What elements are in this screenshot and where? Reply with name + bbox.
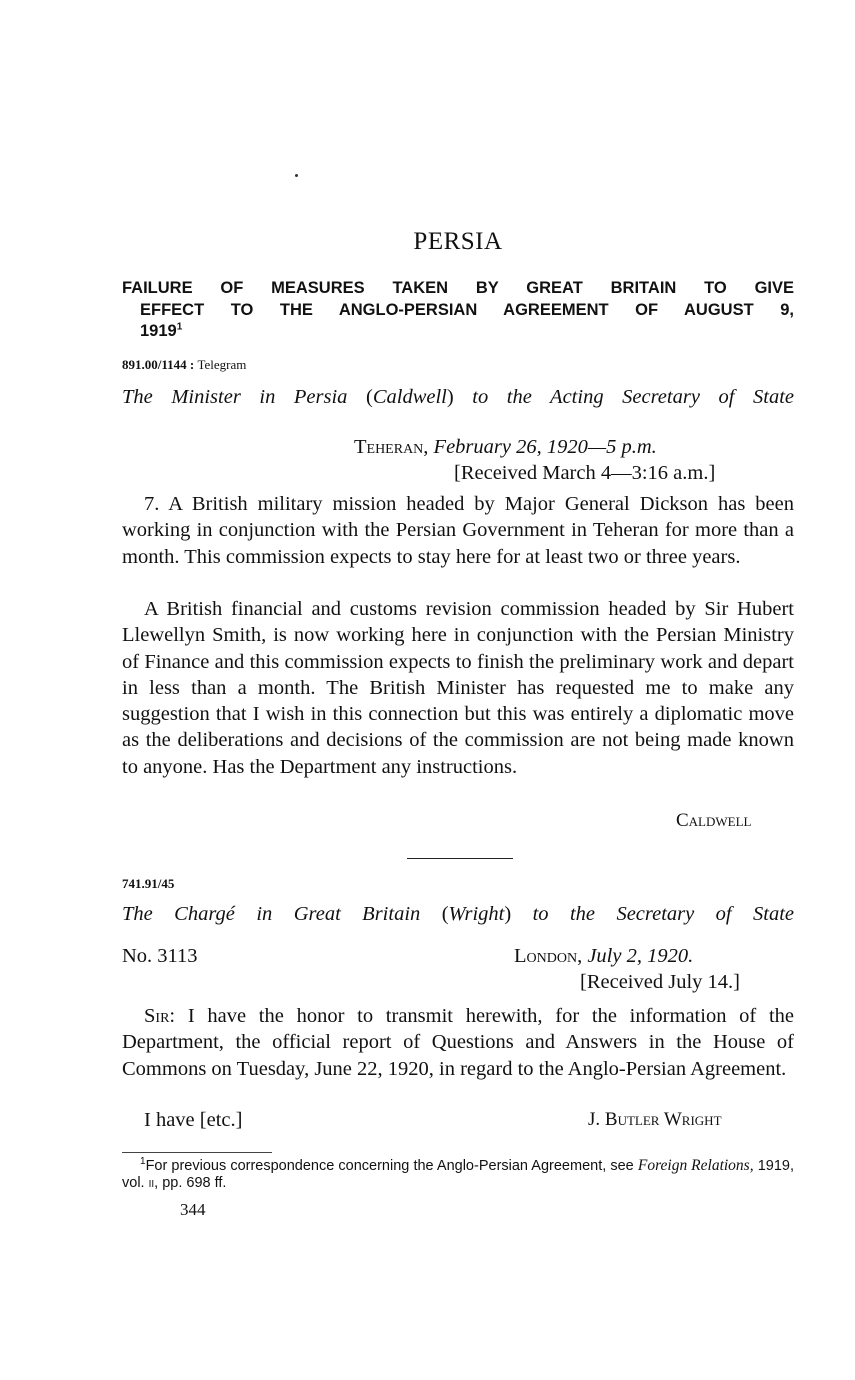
- doc1-heading: The Minister in Persia (Caldwell) to the Acting Secretary of State: [122, 386, 795, 408]
- section-heading-line-2: EFFECT TO THE ANGLO-PERSIAN AGREEMENT OF AUGUST 9,: [140, 300, 794, 319]
- doc2-paragraph-1: [122, 1003, 794, 1082]
- doc1-file-kind: Telegram: [197, 357, 247, 372]
- doc2-heading: The Chargé in Great Britain (Wright) to the Secretary of State: [122, 903, 795, 925]
- doc2-heading-pre: The Chargé in Great Britain: [122, 903, 421, 925]
- footnote-divider: [122, 1152, 272, 1153]
- section-heading-year: 1919: [140, 322, 177, 340]
- doc2-heading-post: to the Secretary of State: [532, 903, 795, 925]
- doc1-place: Teheran,: [354, 436, 429, 458]
- doc1-file-code: 891.00/1144 :: [122, 357, 195, 372]
- footnote-mark: 1: [140, 1156, 146, 1168]
- doc2-file-number: 741.91/45: [122, 876, 175, 891]
- doc2-signature: J. Butler Wright: [588, 1109, 722, 1130]
- page-title: PERSIA: [413, 228, 503, 255]
- footnote-source: Foreign Relations,: [637, 1157, 754, 1174]
- footnote-volume: ii: [148, 1175, 155, 1191]
- footnote: [122, 1157, 794, 1192]
- doc1-heading-post: to the Acting Secretary of State: [472, 386, 795, 408]
- doc2-received: [Received July 14.]: [580, 971, 740, 993]
- section-heading: [122, 278, 794, 343]
- doc1-signature: Caldwell: [676, 810, 752, 831]
- doc2-salutation: Sir:: [144, 1005, 176, 1027]
- doc1-file-number: [122, 357, 246, 373]
- page-number: 344: [180, 1200, 206, 1219]
- doc1-paragraph-1: [122, 491, 794, 570]
- doc1-heading-pre: The Minister in Persia: [122, 386, 348, 408]
- section-heading-line-3: [122, 321, 794, 343]
- section-heading-line-1: FAILURE OF MEASURES TAKEN BY GREAT BRITAIN TO GIVE: [122, 279, 794, 297]
- doc2-dateline: [514, 945, 693, 968]
- doc2-place: London,: [514, 945, 583, 967]
- doc1-heading-name: Caldwell: [372, 386, 447, 408]
- doc1-date: February 26, 1920—5 p.m.: [433, 436, 657, 458]
- footnote-text-post: 1919, vol.: [122, 1158, 795, 1191]
- doc2-number: No. 3113: [122, 945, 198, 967]
- doc2-paragraph-1-text: I have the honor to transmit herewith, for the information of the Department, the official report of Questions and Answers in the House of Commons on Tuesday, June 22, 1920, in regard to the Anglo-Persian Agreement.: [122, 1005, 795, 1080]
- doc2-closing: I have [etc.]: [144, 1109, 243, 1131]
- doc1-paragraph-1-text: 7. A British military mission headed by Major General Dickson has been working in conjunction with the Persian Government in Teheran for more than a month. This commission expects to stay here for at least two or three years.: [122, 493, 794, 568]
- doc1-dateline: [354, 436, 657, 459]
- footnote-text-pre: For previous correspondence concerning the Anglo-Persian Agreement, see: [145, 1158, 634, 1174]
- doc1-paragraph-2-text: A British financial and customs revision commission headed by Sir Hubert Llewellyn Smith, is now working here in conjunction with the Persian Ministry of Finance and this commission expects to finish the preliminary work and depart in less than a month. The British Minister has requested me to make any suggestion that I wish in this connection but this was entirely a diplomatic move as the deliberations and decisions of the commission are not being made known to anyone. Has the Department any instructions.: [122, 598, 794, 778]
- doc1-paragraph-2: [122, 596, 794, 780]
- footnote-reference: 1: [176, 321, 183, 333]
- doc2-heading-name: Wright: [448, 903, 505, 925]
- footnote-pages: , pp. 698 ff.: [154, 1175, 227, 1191]
- doc1-received: [Received March 4—3:16 a.m.]: [454, 462, 716, 484]
- doc2-date: July 2, 1920.: [587, 945, 694, 967]
- section-divider: [407, 858, 513, 859]
- scan-speck: [295, 174, 298, 177]
